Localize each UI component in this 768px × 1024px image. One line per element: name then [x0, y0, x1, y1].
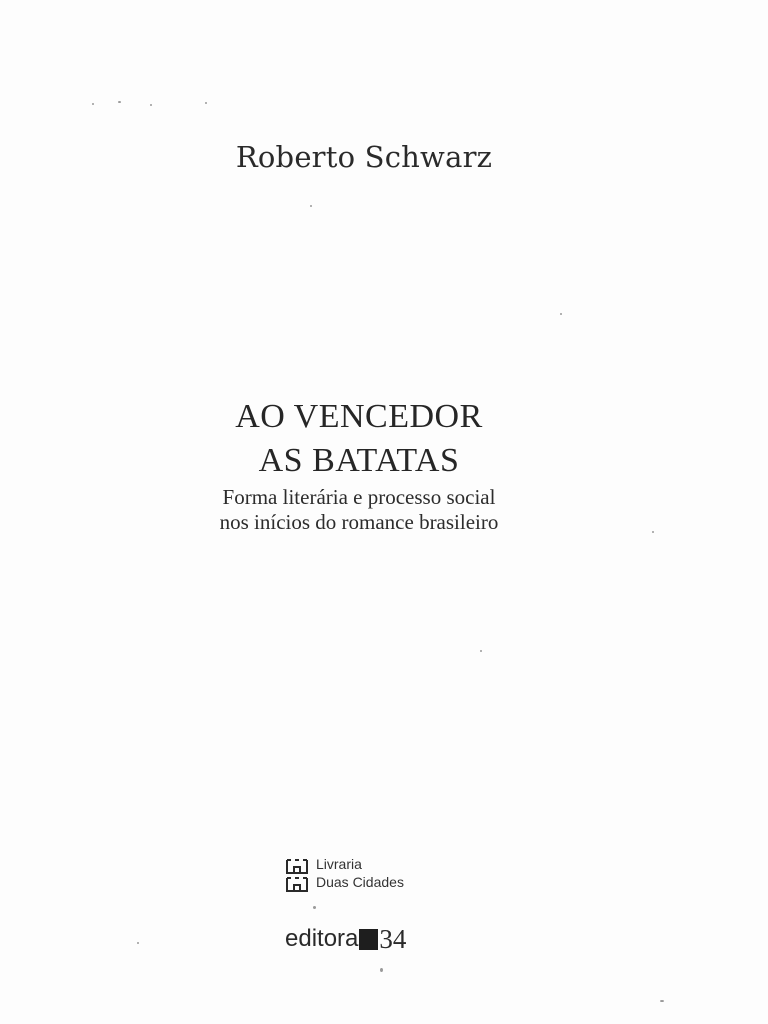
- scan-speck: [205, 102, 207, 104]
- author-name: Roberto Schwarz: [235, 140, 493, 174]
- livraria-name: [316, 855, 404, 891]
- editora-number: 34: [379, 924, 407, 954]
- scan-speck: [480, 650, 482, 652]
- scan-speck: [560, 313, 562, 315]
- scan-speck: [380, 968, 383, 972]
- scan-speck: [137, 942, 139, 944]
- castle-tower-icon: [284, 856, 310, 896]
- scan-speck: [660, 1000, 664, 1002]
- book-title-line-2: AS BATATAS: [258, 442, 460, 479]
- livraria-duas-cidades-imprint: [284, 855, 404, 896]
- black-square-icon: [359, 929, 378, 950]
- editora-word: editora: [285, 925, 359, 952]
- scan-speck: [92, 103, 94, 105]
- book-title-line-1: AO VENCEDOR: [235, 398, 483, 435]
- subtitle-line-1: Forma literária e processo social: [222, 485, 496, 509]
- scan-speck: [118, 101, 121, 103]
- subtitle-line-2: nos inícios do romance brasileiro: [219, 510, 499, 534]
- livraria-line-1: Livraria: [316, 856, 362, 872]
- scan-speck: [150, 104, 152, 106]
- livraria-line-2: Duas Cidades: [316, 874, 404, 890]
- scan-speck: [310, 205, 312, 207]
- scan-speck: [313, 906, 316, 909]
- editora-34-logo: [285, 925, 406, 953]
